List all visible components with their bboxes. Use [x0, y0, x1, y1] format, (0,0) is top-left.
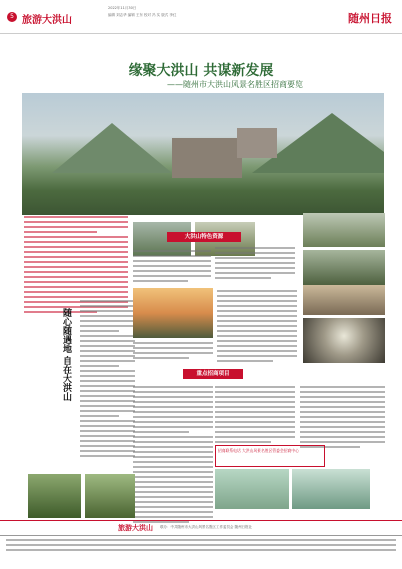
- footer-logo: 旅游大洪山: [118, 523, 153, 532]
- article-text-column: [80, 300, 135, 470]
- headline: 缘聚大洪山 共谋新发展: [128, 63, 274, 79]
- dateline-date: 2022年11月30日: [108, 6, 137, 10]
- hero-photo: [22, 93, 384, 215]
- article-text-column: [133, 386, 213, 506]
- sunset-photo: [133, 288, 213, 338]
- dateline: [108, 6, 228, 20]
- bottom-ad-strip: [0, 535, 402, 565]
- scenic-photo: [303, 285, 385, 315]
- article-text-column: [300, 386, 385, 446]
- project-rendering: [215, 469, 289, 509]
- vertical-title: 随心随遇地 自在大洪山: [61, 308, 71, 402]
- page-header: [0, 0, 402, 34]
- scenic-photo: [303, 250, 385, 286]
- footer-note: 联办：中共随州市大洪山风景名胜区工作委员会 随州日报社: [160, 525, 253, 529]
- temple-building: [237, 128, 277, 158]
- column-name: 旅游大洪山: [22, 15, 72, 26]
- cave-photo: [303, 318, 385, 363]
- temple-building: [172, 138, 242, 178]
- article-text-column: [133, 250, 211, 286]
- article-text-column: [133, 342, 213, 367]
- contact-box: 招商联系电话 大洪山风景名胜区管委会招商中心: [215, 445, 325, 467]
- intro-text: [22, 214, 130, 302]
- mountain-shape: [52, 123, 172, 173]
- page-number: 5: [7, 12, 17, 22]
- article-text-column: [215, 247, 295, 287]
- scenic-photo: [303, 213, 385, 247]
- scenic-photo: [28, 474, 81, 518]
- project-rendering: [292, 469, 370, 509]
- newspaper-name: 随州日报: [348, 12, 392, 25]
- scenic-photo: [85, 474, 135, 518]
- section-banner-resources: 大洪山特色资源: [167, 232, 241, 242]
- section-banner-projects: 重点招商项目: [183, 369, 243, 379]
- article-text-column: [215, 386, 295, 442]
- dateline-editors: 编辑 刘志华 编辑 王东 校对 冯 实 版式 李红: [108, 13, 177, 17]
- subheadline: ——随州市大洪山风景名胜区招商要览: [167, 80, 303, 89]
- article-text-column: [217, 290, 297, 365]
